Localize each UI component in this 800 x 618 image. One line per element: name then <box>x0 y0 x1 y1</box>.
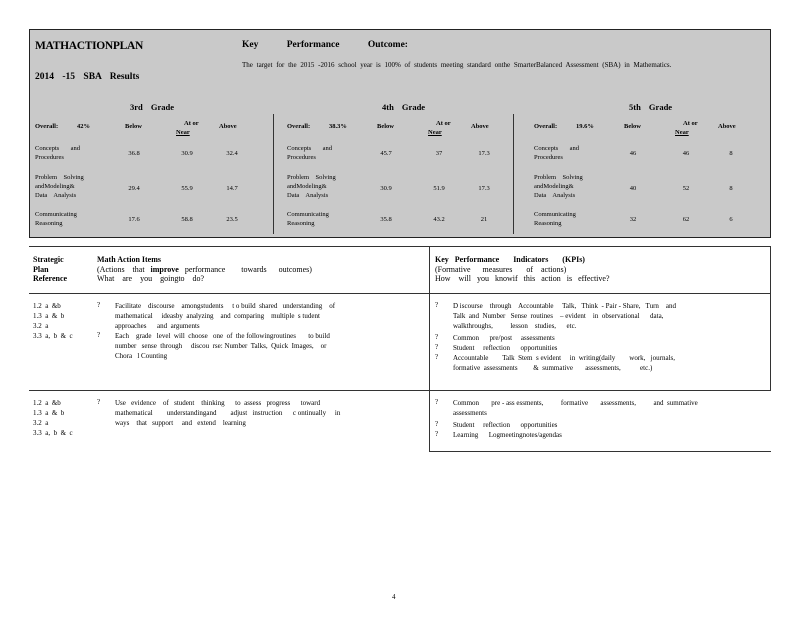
above-value: 17.3 <box>478 185 490 192</box>
category-label-line: Communicating <box>534 211 576 218</box>
col-below: Below <box>624 123 641 130</box>
near-value: 37 <box>435 150 443 157</box>
category-label <box>287 144 347 162</box>
bullet-icon: ? <box>97 301 101 309</box>
results-subtitle: 2014 -15 SBA Results <box>35 72 140 82</box>
grade-divider <box>273 114 274 234</box>
action-line: number sense through discou rse: Number Talks, Quick Images, or <box>115 342 327 350</box>
kpi-line: Learning Logmeetingnotes/agendas <box>453 431 562 439</box>
col-below: Below <box>377 123 394 130</box>
near-value: 30.9 <box>181 150 193 157</box>
column-divider <box>429 246 430 451</box>
category-label <box>287 210 347 228</box>
kpi-item <box>453 333 765 343</box>
kpi-item <box>453 420 765 430</box>
plan-reference <box>33 398 93 438</box>
col-at: At or <box>683 120 698 127</box>
col-ref-h3: Reference <box>33 274 68 283</box>
near-value: 58.8 <box>181 216 193 223</box>
bullet-icon: ? <box>435 301 439 309</box>
bullet-icon: ? <box>435 430 439 438</box>
bullet-icon: ? <box>97 398 101 406</box>
bullet-icon: ? <box>435 343 439 351</box>
col-near: Near <box>675 129 689 136</box>
category-label <box>35 173 95 200</box>
near-value: 55.9 <box>181 185 193 192</box>
reference-line: 3.3 a, b & c <box>33 429 73 437</box>
col-at-near <box>675 119 698 137</box>
col-at-near <box>176 119 199 137</box>
category-label-line: Problem Solving <box>534 174 583 181</box>
near-value: 51.9 <box>433 185 445 192</box>
action-item <box>115 398 425 428</box>
col-action-h3: What are you goingto do? <box>97 274 205 283</box>
below-value: 32 <box>629 216 637 223</box>
table-top-rule <box>29 246 771 247</box>
below-value: 30.9 <box>380 185 392 192</box>
col-ref-header <box>33 255 67 284</box>
action-line: mathematical ideasby analyzing and comparing multiple s tudent <box>115 312 320 320</box>
reference-line: 3.2 a <box>33 419 49 427</box>
above-value: 32.4 <box>226 150 238 157</box>
grade-title: 3rd Grade <box>130 102 175 112</box>
reference-line: 1.3 a & b <box>33 409 65 417</box>
bullet-icon: ? <box>435 353 439 361</box>
bullet-icon: ? <box>435 398 439 406</box>
category-label-line: Reasoning <box>287 220 315 227</box>
category-label-line: Problem Solving <box>35 174 84 181</box>
below-value: 46 <box>629 150 637 157</box>
kpi-line: Talk and Number Sense routines – evident in observational data, <box>453 312 664 320</box>
action-line: Facilitate discourse amongstudents t o build shared understanding of <box>115 302 336 310</box>
col-at-near <box>428 119 451 137</box>
above-value: 8 <box>729 185 733 192</box>
category-label-line: Procedures <box>287 154 316 161</box>
below-value: 45.7 <box>380 150 392 157</box>
kpo-text: The target for the 2015 -2016 school year is 100% of students meeting standard onthe SmarterBalanced Assessment (SBA) in Mathematics. <box>242 61 672 69</box>
kpi-line: Student reflection opportunities <box>453 421 558 429</box>
category-label-line: andModeling& <box>534 183 574 190</box>
kpi-item <box>453 398 765 418</box>
col-action-header <box>97 255 417 284</box>
row-rule <box>29 390 771 391</box>
near-value: 62 <box>682 216 690 223</box>
category-label-line: Procedures <box>534 154 563 161</box>
category-label-line: Reasoning <box>534 220 562 227</box>
kpi-item <box>453 353 765 373</box>
bullet-icon: ? <box>97 331 101 339</box>
action-line: Use evidence of student thinking to assess progress toward <box>115 399 321 407</box>
action-line: mathematical understandingand adjust instruction c ontinually in <box>115 409 341 417</box>
action-line: Chora l Counting <box>115 352 168 360</box>
col-ref-h2: Plan <box>33 264 49 274</box>
category-label-line: Concepts and <box>534 145 579 152</box>
overall-value: 19.6% <box>576 123 594 130</box>
grade-divider <box>513 114 514 234</box>
col-ref-h1: Strategic <box>33 255 64 264</box>
grade-title: 4th Grade <box>382 102 426 112</box>
above-value: 8 <box>729 150 733 157</box>
reference-line: 1.3 a & b <box>33 312 65 320</box>
col-action-h2a: (Actions that <box>97 264 151 274</box>
below-value: 17.6 <box>128 216 140 223</box>
kpi-line: Common pre - ass essments, formative assessments, and summative <box>453 399 698 407</box>
kpi-line: D iscourse through Accountable Talk, Think - Pair - Share, Turn and <box>453 302 677 310</box>
above-value: 6 <box>729 216 733 223</box>
category-label-line: Communicating <box>287 211 329 218</box>
column-divider-right <box>770 246 771 390</box>
above-value: 17.3 <box>478 150 490 157</box>
kpo-heading: Key Performance Outcome: <box>242 40 408 50</box>
reference-line: 3.2 a <box>33 322 49 330</box>
kpi-line: Student reflection opportunities <box>453 344 558 352</box>
plan-reference <box>33 301 93 341</box>
category-label <box>35 144 95 162</box>
action-line: approaches and arguments <box>115 322 200 330</box>
col-kpi-header <box>435 255 765 284</box>
category-label-line: Concepts and <box>35 145 80 152</box>
above-value: 23.5 <box>226 216 238 223</box>
bullet-icon: ? <box>435 333 439 341</box>
grade-title: 5th Grade <box>629 102 673 112</box>
grade-block <box>534 102 781 238</box>
action-item <box>115 301 425 331</box>
sba-results-panel <box>29 29 771 238</box>
kpi-line: Accountable Talk Stem s evident in writing(daily work, journals, <box>453 354 675 362</box>
col-kpi-h2: (Formative measures of actions) <box>435 264 567 274</box>
reference-line: 1.2 a &b <box>33 302 61 310</box>
col-above: Above <box>718 123 736 130</box>
category-label-line: Data Analysis <box>35 192 77 199</box>
col-at: At or <box>184 120 199 127</box>
col-below: Below <box>125 123 142 130</box>
below-value: 36.8 <box>128 150 140 157</box>
kpi-line: walkthroughs, lesson studies, etc. <box>453 322 577 330</box>
kpi-line: Common pre/post assessments <box>453 334 555 342</box>
category-label <box>534 210 594 228</box>
overall-label: Overall: <box>534 123 558 130</box>
category-label-line: Data Analysis <box>287 192 329 199</box>
category-label-line: Concepts and <box>287 145 332 152</box>
overall-value: 38.3% <box>329 123 347 130</box>
bullet-icon: ? <box>435 420 439 428</box>
page-title: MATHACTIONPLAN <box>35 40 144 52</box>
category-label-line: andModeling& <box>35 183 75 190</box>
action-line: ways that support and extend learning <box>115 419 246 427</box>
col-at: At or <box>436 120 451 127</box>
category-label <box>534 173 594 200</box>
kpi-line: assessments <box>453 409 487 417</box>
below-value: 40 <box>629 185 637 192</box>
col-kpi-h3: How will you knowif this action is effective? <box>435 274 610 283</box>
category-label <box>35 210 95 228</box>
category-label-line: Reasoning <box>35 220 63 227</box>
kpi-item <box>453 430 765 440</box>
kpi-item <box>453 301 765 331</box>
grade-block <box>35 102 282 238</box>
action-item <box>115 331 425 361</box>
col-above: Above <box>219 123 237 130</box>
col-action-h2c: performance towards outcomes) <box>178 264 312 274</box>
kpi-item <box>453 343 765 353</box>
col-kpi-h1: Key Performance Indicators (KPIs) <box>435 255 585 264</box>
reference-line: 3.3 a, b & c <box>33 332 73 340</box>
category-label <box>287 173 347 200</box>
near-value: 52 <box>682 185 690 192</box>
above-value: 14.7 <box>226 185 238 192</box>
col-near: Near <box>428 129 442 136</box>
page-number: 4 <box>392 593 396 601</box>
overall-label: Overall: <box>287 123 311 130</box>
reference-line: 1.2 a &b <box>33 399 61 407</box>
category-label-line: andModeling& <box>287 183 327 190</box>
category-label <box>534 144 594 162</box>
col-near: Near <box>176 129 190 136</box>
near-value: 43.2 <box>433 216 445 223</box>
col-action-h2b: improve <box>150 264 179 274</box>
category-label-line: Data Analysis <box>534 192 576 199</box>
col-above: Above <box>471 123 489 130</box>
category-label-line: Procedures <box>35 154 64 161</box>
col-action-h1: Math Action Items <box>97 255 161 264</box>
category-label-line: Problem Solving <box>287 174 336 181</box>
category-label-line: Communicating <box>35 211 77 218</box>
grade-block <box>287 102 534 238</box>
overall-label: Overall: <box>35 123 59 130</box>
below-value: 35.8 <box>380 216 392 223</box>
action-line: Each grade level will choose one of the followingroutines to build <box>115 332 330 340</box>
row-rule-short <box>429 451 771 452</box>
above-value: 21 <box>480 216 488 223</box>
below-value: 29.4 <box>128 185 140 192</box>
overall-value: 42% <box>77 123 90 130</box>
near-value: 46 <box>682 150 690 157</box>
header-rule <box>29 293 771 294</box>
kpi-line: formative assessments & summative assessments, etc.) <box>453 364 653 372</box>
